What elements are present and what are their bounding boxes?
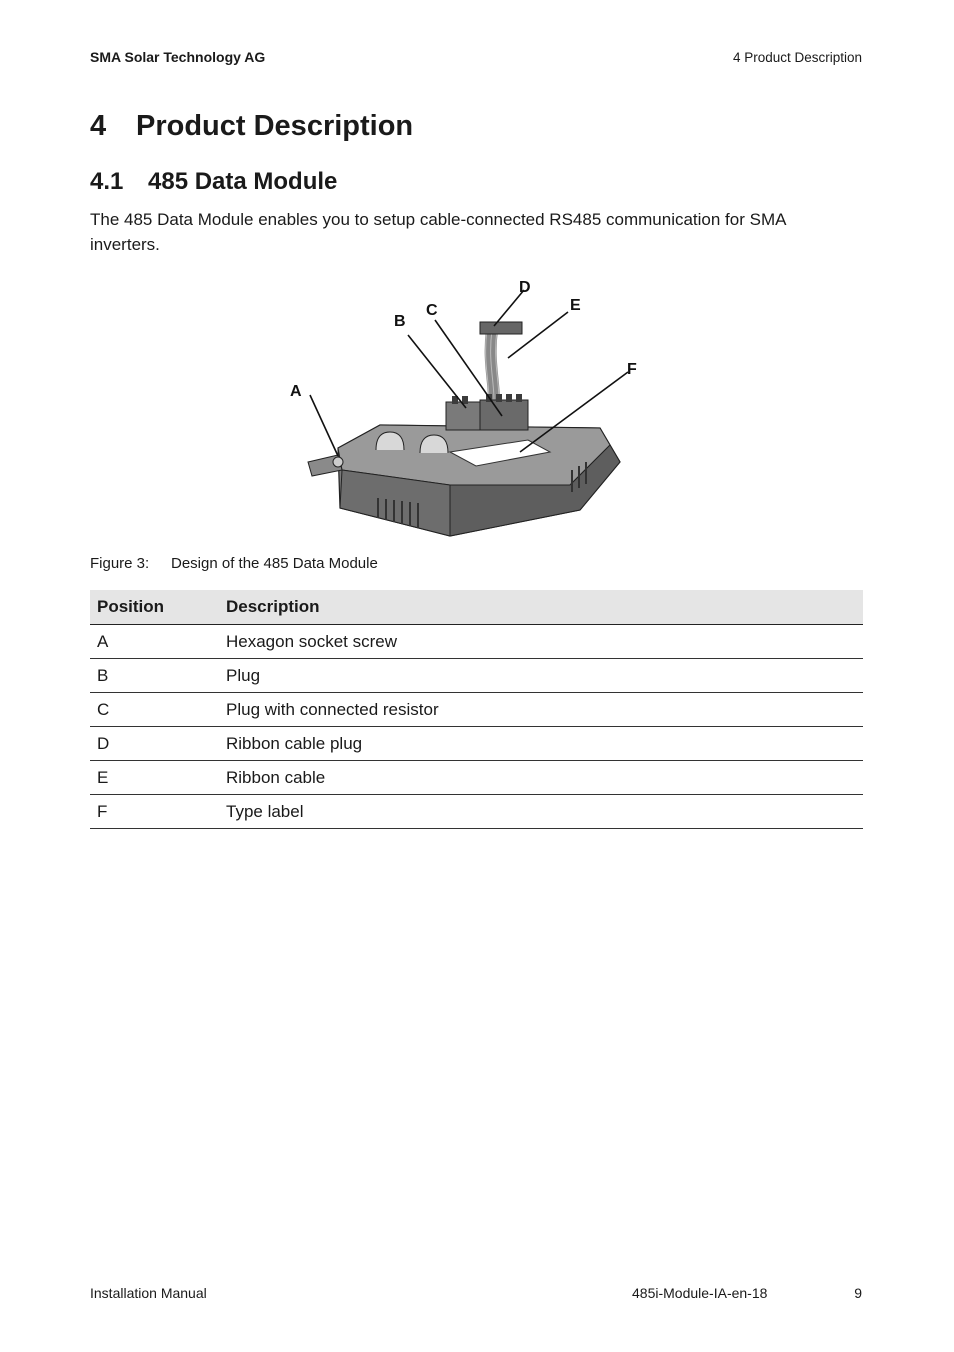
chapter-number: 4 [90, 110, 107, 142]
data-module-illustration [280, 270, 660, 545]
table-row [90, 727, 863, 761]
section-heading [90, 168, 337, 196]
table-row [90, 625, 863, 659]
table-row [90, 795, 863, 829]
cell-position: A [90, 625, 219, 659]
callout-d: D [519, 279, 531, 296]
cell-position: B [90, 659, 219, 693]
caption-label: Figure 3: [90, 555, 150, 572]
cell-position: C [90, 693, 219, 727]
table-row [90, 659, 863, 693]
footer-doc-type: Installation Manual [90, 1285, 207, 1301]
cell-description: Type label [219, 795, 863, 829]
callout-a: A [290, 383, 302, 400]
ribbon-cable [486, 330, 499, 400]
ribbon-cable-plug [480, 322, 522, 334]
caption-text: Design of the 485 Data Module [171, 555, 378, 572]
cell-description: Plug [219, 659, 863, 693]
section-number: 4.1 [90, 168, 124, 195]
table-row [90, 693, 863, 727]
footer-page-number: 9 [854, 1285, 862, 1301]
cell-description: Plug with connected resistor [219, 693, 863, 727]
header-company: SMA Solar Technology AG [90, 49, 266, 65]
header-position: Position [90, 590, 219, 625]
chapter-heading [90, 110, 413, 143]
chapter-title: Product Description [136, 110, 414, 142]
hexagon-socket-screw [333, 457, 343, 467]
footer-doc-code: 485i-Module-IA-en-18 [632, 1285, 768, 1301]
intro-paragraph: The 485 Data Module enables you to setup cable-connected RS485 communication for SMA inverters. [90, 210, 786, 254]
header-description: Description [219, 590, 863, 625]
cell-description: Ribbon cable plug [219, 727, 863, 761]
cell-position: E [90, 761, 219, 795]
callout-e: E [570, 297, 581, 314]
table-row [90, 761, 863, 795]
callout-b: B [394, 313, 406, 330]
position-table [90, 590, 863, 829]
callout-c: C [426, 302, 438, 319]
header-section: 4 Product Description [732, 50, 862, 65]
figure-caption [90, 555, 378, 572]
cell-position: F [90, 795, 219, 829]
cell-description: Hexagon socket screw [219, 625, 863, 659]
callout-f: F [627, 361, 637, 378]
cell-position: D [90, 727, 219, 761]
cell-description: Ribbon cable [219, 761, 863, 795]
housing [308, 425, 620, 536]
section-title: 485 Data Module [148, 168, 338, 195]
table-header-row [90, 590, 863, 625]
